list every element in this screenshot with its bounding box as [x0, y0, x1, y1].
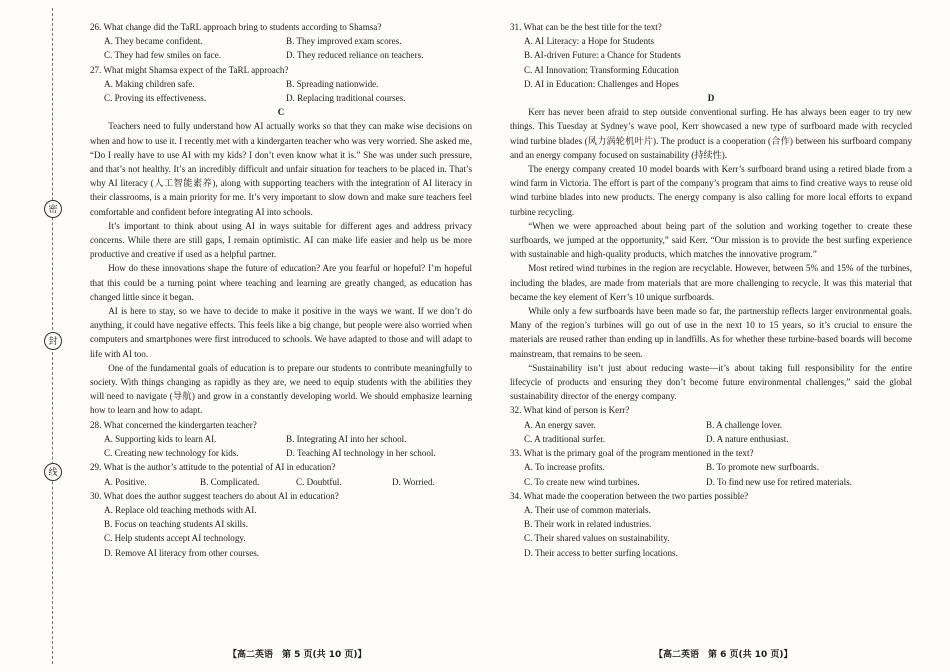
- question-30: [90, 489, 472, 560]
- question-26-option-d: D. They reduced reliance on teachers.: [286, 50, 424, 61]
- passage-d-paragraph: “Sustainability isn’t just about reducing waste—it’s about taking full responsibility for the entire lifecycle of products and ensuring they don’t become future environmental challenges,” said the global sustainability director of the energy company.: [510, 362, 912, 402]
- question-33-option-c: C. To create new wind turbines.: [524, 476, 640, 487]
- question-31-option-d: D. AI in Education: Challenges and Hopes: [524, 78, 679, 89]
- passage-c-paragraph: One of the fundamental goals of education is to prepare our students to contribute meaningfully to society. With things changing as rapidly as they are, we need to equip students with the abilities they will need to navigate (导航) and grow in a constantly developing world. We should emphasize learning how to learn and how to adapt.: [90, 362, 472, 416]
- question-30-option-d: D. Remove AI literacy from other courses.: [104, 547, 260, 558]
- question-33-option-b: B. To promote new surfboards.: [706, 462, 819, 473]
- question-26-stem: 26. What change did the TaRL approach bring to students according to Shamsa?: [90, 22, 382, 32]
- question-34: [510, 489, 912, 560]
- question-32: [510, 403, 912, 446]
- question-33-option-d: D. To find new use for retired materials.: [706, 476, 852, 487]
- passage-c: [90, 119, 472, 417]
- question-27-stem: 27. What might Shamsa expect of the TaRL approach?: [90, 64, 289, 75]
- passage-d-paragraph: Most retired wind turbines in the region are recyclable. However, between 5% and 15% of the turbines, including the blades, are made from materials that are more challenging to recycle. It was this material that became the key element of Kerr’s 10 unique surfboards.: [510, 263, 912, 302]
- section-c-heading: C: [277, 107, 285, 118]
- question-29-option-a: A. Positive.: [104, 476, 147, 487]
- question-29: [90, 460, 472, 488]
- question-26-option-c: C. They had few smiles on face.: [104, 50, 222, 61]
- binding-mark-seal: 密: [44, 200, 62, 218]
- passage-c-paragraph: AI is here to stay, so we have to decide to make it positive in the ways we want. If we don’t do anything, it could have negative effects. This feels like a big change, but people were also worried when computers and smartphones were first introduced to schools. We have adapted to those and will adapt to life with AI too.: [90, 306, 472, 359]
- question-32-option-b: B. A challenge lover.: [706, 419, 783, 430]
- question-27: [90, 63, 472, 106]
- question-29-stem: 29. What is the author’s attitude to the potential of AI in education?: [90, 462, 336, 473]
- question-31-option-a: A. AI Literacy: a Hope for Students: [524, 36, 655, 47]
- question-31: [510, 20, 912, 91]
- passage-d-paragraph: “When we were approached about being part of the solution and working together to create these surfboards, we jumped at the opportunity,” said Kerr. “Our mission is to provide the best surfing experience with sustainable and high-quality products, which matches the innovative program.”: [510, 220, 912, 260]
- question-32-option-a: A. An energy saver.: [524, 419, 596, 430]
- question-28: [90, 418, 472, 461]
- page-6-footer: 【高二英语 第 6 页(共 10 页)】: [654, 650, 793, 660]
- question-29-option-b: B. Complicated.: [200, 476, 260, 487]
- binding-mark-envelope: 封: [44, 332, 62, 350]
- section-d-heading: D: [707, 93, 715, 104]
- passage-d-paragraph: While only a few surfboards have been made so far, the partnership reflects larger environmental goals. Many of the region’s turbines will go out of use in the next 10 to 15 years, so it’s crucial to ensure the materials are reused rather than ending up in landfills. As for whether these turbine-based boards will become mainstream, that remains to be seen.: [510, 306, 912, 359]
- question-34-option-a: A. Their use of common materials.: [524, 504, 651, 515]
- question-32-option-c: C. A traditional surfer.: [524, 433, 606, 444]
- question-34-option-d: D. Their access to better surfing locations.: [524, 547, 678, 558]
- question-28-option-d: D. Teaching AI technology in her school.: [286, 448, 436, 459]
- question-34-stem: 34. What made the cooperation between the two parties possible?: [510, 490, 749, 501]
- passage-c-paragraph: It’s important to think about using AI in ways suitable for different ages and address privacy concerns. While there are still gaps, I remain optimistic. AI can make life easier and help us be more productive and creative if used as a helpful partner.: [90, 220, 472, 260]
- question-30-stem: 30. What does the author suggest teachers do about AI in education?: [90, 490, 339, 501]
- question-34-option-b: B. Their work in related industries.: [524, 519, 652, 530]
- question-26: [90, 20, 472, 63]
- question-28-option-b: B. Integrating AI into her school.: [286, 433, 407, 444]
- question-33-stem: 33. What is the primary goal of the program mentioned in the text?: [510, 448, 754, 459]
- question-27-option-a: A. Making children safe.: [104, 78, 195, 89]
- question-27-option-d: D. Replacing traditional courses.: [286, 93, 406, 104]
- question-31-option-b: B. AI-driven Future: a Chance for Students: [524, 50, 681, 61]
- question-31-stem: 31. What can be the best title for the text?: [510, 22, 662, 32]
- passage-c-paragraph: How do these innovations shape the future of education? Are you fearful or hopeful? I’m hopeful that this could be a turning point where teaching and learning are greatly changed, as education has changed little since it began.: [90, 263, 472, 302]
- passage-d-paragraph: Kerr has never been afraid to step outside conventional surfing. He has always been eager to try new things. This Tuesday at Sydney’s wave pool, Kerr showcased a new type of surfboard made with recycled wind turbine blades (风力涡轮机叶片). The product is a cooperation (合作) between his surfboard company and an energy company focused on sustainability (持续性).: [510, 107, 912, 160]
- question-27-option-c: C. Proving its effectiveness.: [104, 93, 207, 104]
- question-29-option-d: D. Worried.: [392, 476, 435, 487]
- passage-c-paragraph: Teachers need to fully understand how AI actually works so that they can make wise decisions on when and how to use it. I recently met with a kindergarten teacher who was very worried. She asked me, “Do I really have to use AI with my kids? I don’t even know what it is.” She was under such pressure, and that’s not healthy. It’s an incredibly difficult and unfair situation for teachers to be placed in. That’s why AI literacy (人工智能素养), along with supporting teachers with the integration of AI literacy in their classrooms, is a main priority for me. It’s very important to slow down and make sure teachers feel comfortable and confident before integrating AI into schools.: [90, 121, 472, 217]
- question-32-option-d: D. A nature enthusiast.: [706, 433, 789, 444]
- question-28-option-a: A. Supporting kids to learn AI.: [104, 433, 217, 444]
- question-30-option-b: B. Focus on teaching students AI skills.: [104, 519, 248, 530]
- question-29-option-c: C. Doubtful.: [296, 476, 342, 487]
- page-5-footer: 【高二英语 第 5 页(共 10 页)】: [228, 650, 367, 660]
- question-28-option-c: C. Creating new technology for kids.: [104, 448, 239, 459]
- question-30-option-a: A. Replace old teaching methods with AI.: [104, 504, 257, 515]
- page-5-column: [90, 20, 472, 560]
- passage-d: [510, 105, 912, 403]
- question-27-option-b: B. Spreading nationwide.: [286, 78, 379, 89]
- question-26-option-a: A. They became confident.: [104, 36, 203, 47]
- binding-mark-line: 线: [44, 463, 62, 481]
- question-31-option-c: C. AI Innovation: Transforming Education: [524, 64, 679, 75]
- question-34-option-c: C. Their shared values on sustainability.: [524, 533, 670, 544]
- question-32-stem: 32. What kind of person is Kerr?: [510, 405, 630, 416]
- passage-d-paragraph: The energy company created 10 model boards with Kerr’s surfboard brand using a retired blade from a wind farm in Victoria. The effort is part of the company’s program that aims to find creative ways to reuse old wind turbine blades into new products. The energy company is also calling for more local efforts to expand turbine recycling.: [510, 164, 912, 217]
- question-30-option-c: C. Help students accept AI technology.: [104, 533, 246, 544]
- question-28-stem: 28. What concerned the kindergarten teacher?: [90, 419, 257, 430]
- page-6-column: [510, 20, 912, 560]
- question-26-option-b: B. They improved exam scores.: [286, 36, 402, 47]
- question-33-option-a: A. To increase profits.: [524, 462, 605, 473]
- question-33: [510, 446, 912, 489]
